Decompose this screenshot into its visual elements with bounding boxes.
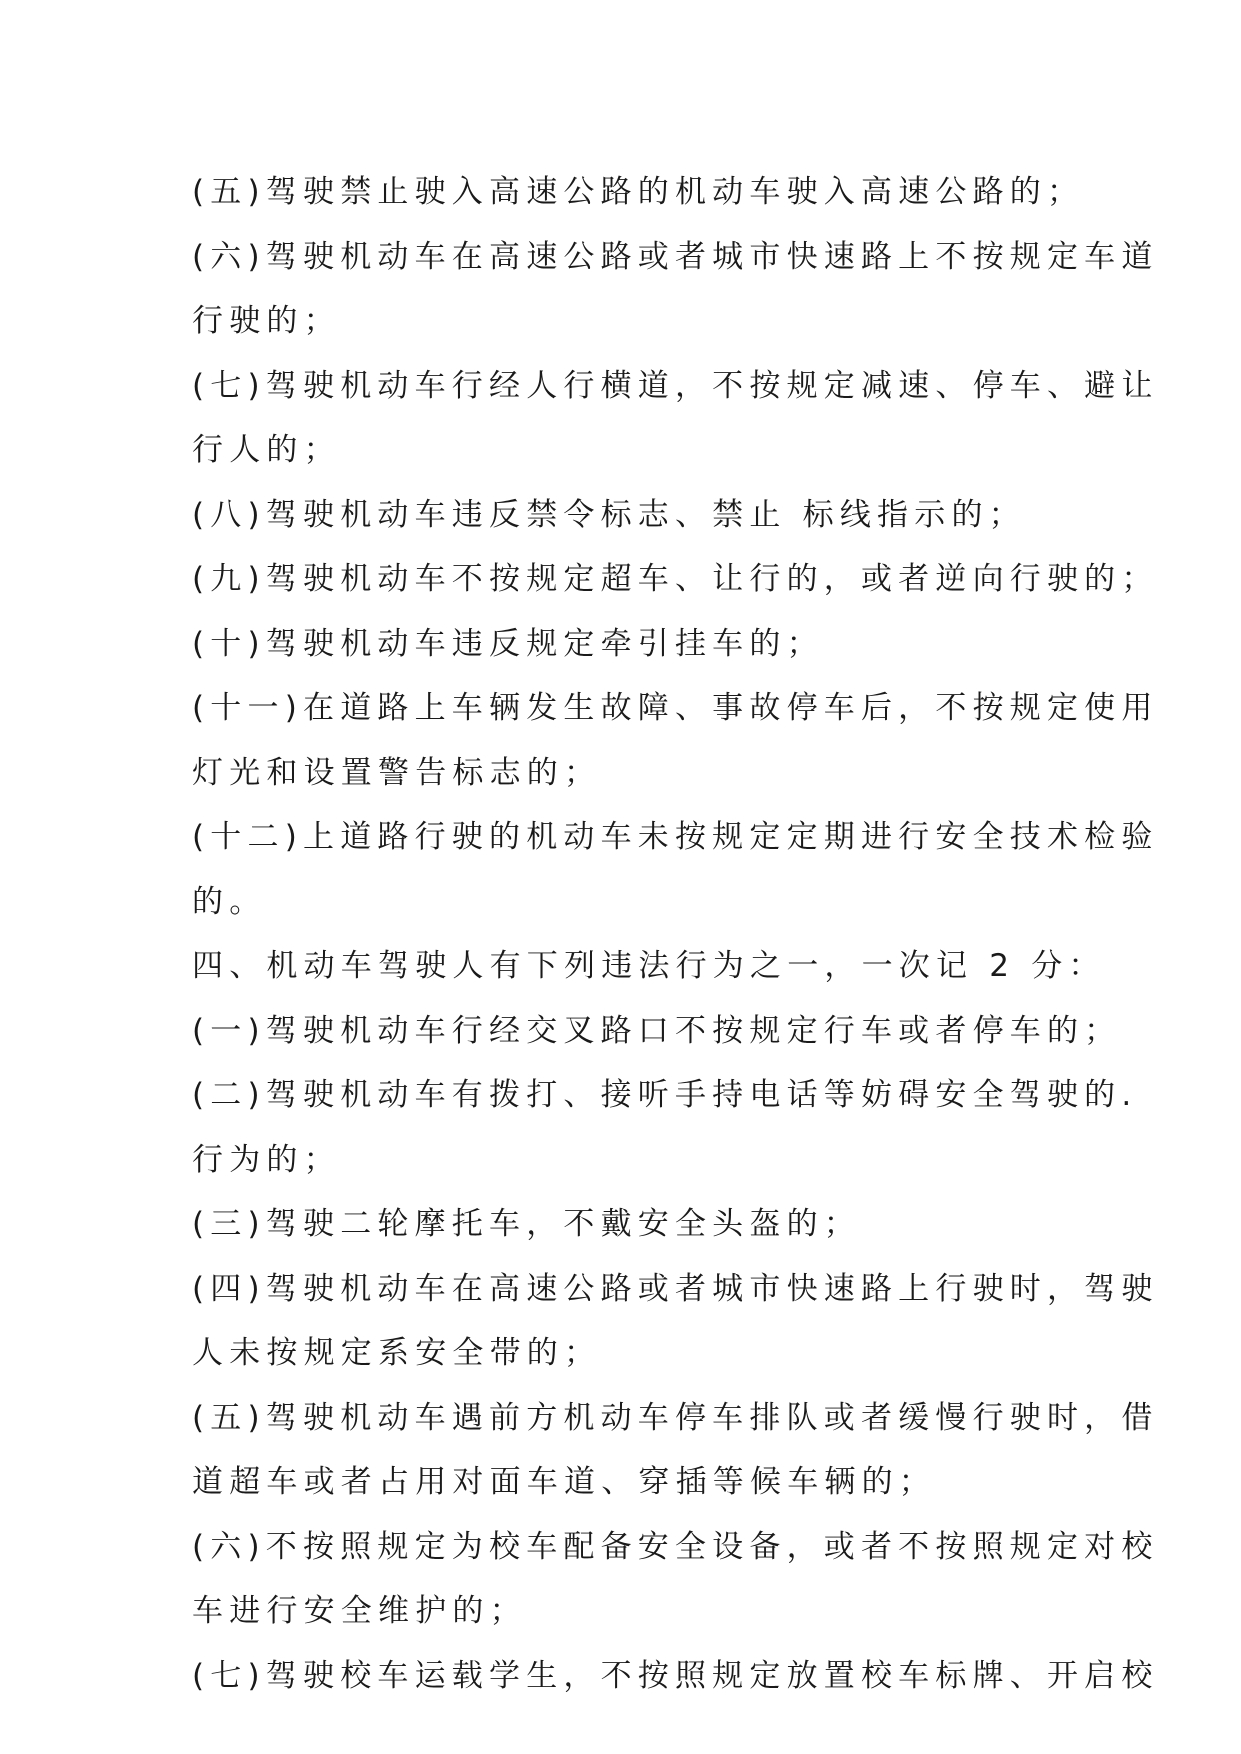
text-line: (二)驾驶机动车有拨打、接听手持电话等妨碍安全驾驶的. [192, 1077, 1138, 1113]
text-line: 人未按规定系安全带的； [192, 1335, 602, 1371]
text-line: (五)驾驶禁止驶入高速公路的机动车驶入高速公路的； [192, 174, 1085, 210]
text-line: (三)驾驶二轮摩托车，不戴安全头盔的； [192, 1206, 861, 1242]
text-line: (四)驾驶机动车在高速公路或者城市快速路上行驶时，驾驶 [192, 1270, 1159, 1307]
text-line: (十二)上道路行驶的机动车未按规定定期进行安全技术检验 [192, 819, 1159, 855]
text-line: 灯光和设置警告标志的； [192, 754, 602, 791]
text-line: 道超车或者占用对面车道、穿插等候车辆的； [192, 1464, 936, 1500]
text-line: 车进行安全维护的； [192, 1593, 527, 1629]
text-line: 行为的； [192, 1141, 341, 1178]
text-line: (八)驾驶机动车违反禁令标志、禁止 标线指示的； [192, 496, 1026, 533]
text-line: (一)驾驶机动车行经交叉路口不按规定行车或者停车的； [192, 1012, 1122, 1049]
document-body [192, 160, 1159, 1708]
text-line: 的。 [192, 883, 267, 920]
text-line: (九)驾驶机动车不按规定超车、让行的，或者逆向行驶的； [192, 561, 1159, 597]
text-line: (六)不按照规定为校车配备安全设备，或者不按照规定对校 [192, 1528, 1159, 1565]
text-line: (十)驾驶机动车违反规定牵引挂车的； [192, 625, 824, 662]
text-line: (六)驾驶机动车在高速公路或者城市快速路上不按规定车道 [192, 238, 1159, 275]
text-line: 行驶的； [192, 303, 341, 339]
text-line: (七)驾驶机动车行经人行横道，不按规定减速、停车、避让 [192, 367, 1159, 404]
section-heading: 四、机动车驾驶人有下列违法行为之一，一次记 2 分： [192, 948, 1106, 984]
text-line: (五)驾驶机动车遇前方机动车停车排队或者缓慢行驶时，借 [192, 1399, 1159, 1436]
text-line: (七)驾驶校车运载学生，不按照规定放置校车标牌、开启校 [192, 1657, 1159, 1694]
text-line: (十一)在道路上车辆发生故障、事故停车后，不按规定使用 [192, 690, 1159, 726]
text-line: 行人的； [192, 432, 341, 468]
